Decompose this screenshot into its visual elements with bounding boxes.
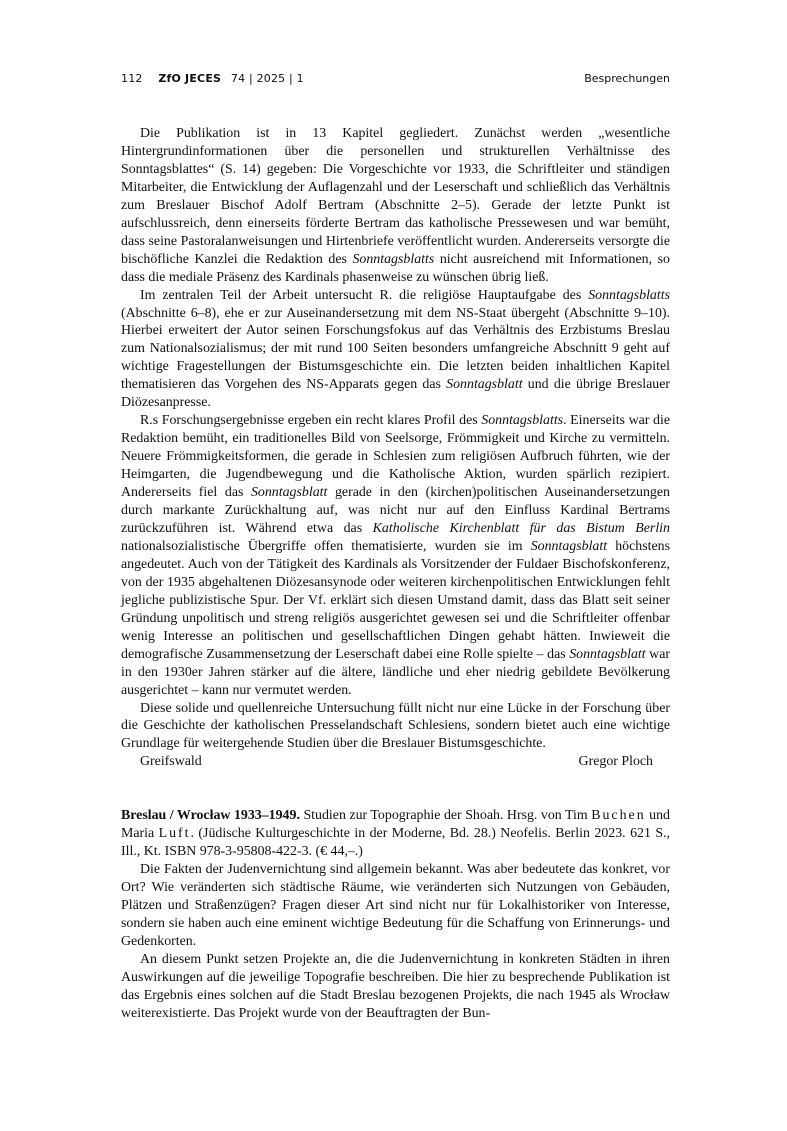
- italic-title: Sonntagsblatts: [481, 413, 564, 429]
- signoff-place: Greifswald: [140, 754, 202, 770]
- issue-number: 74 | 2025 | 1: [230, 72, 304, 85]
- text-run: höchstens angedeutet. Auch von der Tätigkeit des Kardinals als Vorsitzender der Fuldaer Bischofskonferenz, von der 1935 abgehaltenen Diözesansynode oder weiteren kirchenpolitischen Entwicklungen fehlt jegliche publizistische Spur. Der Vf. erklärt sich diesen Umstand damit, dass das Blatt seit seiner Gründung unpolitisch und streng religiös ausgerichtet gewesen sei und die Schriftleiter offenbar wenig Interesse an politischen und gesellschaftlichen Dingen gehabt hätten. Inwieweit die demografische Zusammensetzung der Leserschaft dabei eine Rolle spielte – das: [121, 538, 670, 662]
- italic-title: Sonntagsblatts: [588, 287, 670, 303]
- review1-paragraph-3: [121, 412, 670, 699]
- text-run: und Maria: [121, 808, 670, 842]
- text-run: . (Jüdische Kulturgeschichte in der Moderne, Bd. 28.) Neofelis. Berlin 2023. 621 S., Ill., Kt. ISBN 978-3-95808-422-3. (€ 44,–.): [121, 826, 670, 860]
- reviewer-name: Gregor Ploch: [578, 754, 653, 770]
- section-title: Besprechungen: [584, 72, 670, 85]
- text-run: gerade in den (kirchen)politischen Auseinandersetzungen durch markante Zurückhaltung auf, was nicht nur auf den Einfluss Kardinal Bertrams zurückzuführen ist. Während etwa das: [121, 485, 670, 536]
- main-text: [121, 125, 670, 1023]
- page-number: 112: [121, 72, 143, 85]
- text-run: war in den 1930er Jahren stärker auf die ältere, ländliche und eher niedrig gebildete Bevölkerung ausgerichtet – kann nur vermutet werden.: [121, 646, 670, 698]
- text-run: Die Publikation ist in 13 Kapitel gegliedert. Zunächst werden „wesentliche Hintergrundinformationen über die personellen und strukturellen Verhältnisse des Sonntagsblattes“ (S. 14) gegeben: Die Vorgeschichte vor 1933, die Schriftleiter und ständigen Mitarbeiter, die Entwicklung der Auflagenzahl und der Leserschaft und schließlich das Verhältnis zum Breslauer Bischof Adolf Bertram (Abschnitte 2–5). Gerade der letzte Punkt ist aufschlussreich, denn einerseits förderte Bertram das katholische Pressewesen und war bemüht, dass seine Pastoralanweisungen und Hirtenbriefe veröffentlicht wurden. Andererseits versorgte die bischöfliche Kanzlei die Redaktion des: [121, 126, 670, 267]
- italic-title: Sonntagsblatt: [530, 538, 608, 554]
- text-run: nicht ausreichend mit Informationen, so dass die mediale Präsenz des Kardinals phasenweise zu wünschen übrig ließ.: [121, 251, 670, 285]
- text-run: und die übrige Breslauer Diözesanpresse.: [121, 377, 670, 411]
- text-run: Im zentralen Teil der Arbeit untersucht R. die religiöse Hauptaufgabe des: [140, 287, 589, 303]
- header-left: [121, 72, 304, 85]
- italic-title: Sonntagsblatt: [569, 646, 646, 662]
- review2-paragraph-2: An diesem Punkt setzen Projekte an, die die Judenvernichtung in konkreten Städten in ihren Auswirkungen auf die jeweilige Topografie beschreiben. Die hier zu besprechende Publikation ist das Ergebnis eines solchen auf die Stadt Breslau bezogenen Projekts, die nach 1945 als Wrocław weiterexistierte. Das Projekt wurde von der Beauftragten der Bun-: [121, 951, 670, 1021]
- running-header: [121, 72, 670, 92]
- review1-paragraph-2: [121, 287, 670, 413]
- text-run: Studien zur Topographie der Shoah. Hrsg. von Tim: [299, 808, 592, 824]
- journal-name: ZfO JECES: [158, 72, 222, 85]
- italic-title: Sonntagsblatt: [250, 485, 328, 501]
- review1-signoff: [121, 753, 670, 771]
- editor-surname: Luft: [158, 826, 191, 842]
- review2-paragraph-1: Die Fakten der Judenvernichtung sind allgemein bekannt. Was aber bedeutete das konkret, vor Ort? Wie veränderten sich städtische Räume, wie veränderten sich Nutzungen von Gebäuden, Plätzen und Straßenzügen? Fragen dieser Art sind nicht nur für Lokalhistoriker von Interesse, sondern sie haben auch eine eminent wichtige Bedeutung für die Schaffung von Erinnerungs- und Gedenkorten.: [121, 862, 670, 950]
- review1-paragraph-1: [121, 125, 670, 287]
- review2-bibliographic-header: [121, 807, 670, 861]
- italic-title: Katholische Kirchenblatt für das Bistum Berlin: [372, 520, 670, 536]
- text-run: (Abschnitte 6–8), ehe er zur Auseinandersetzung mit dem NS-Staat übergeht (Abschnitte 9–10). Hierbei erweitert der Autor seinen Forschungsfokus auf das Verhältnis des Erzbistums Breslau zum Nationalsozialismus; der mit rund 100 Seiten besonders umfangreiche Abschnitt 9 geht auf wichtige Fragestellungen der Bistumsgeschichte ein. Die letzten beiden inhaltlichen Kapitel thematisieren das Vorgehen des NS-Apparats gegen das: [121, 305, 670, 393]
- text-run: R.s Forschungsergebnisse ergeben ein recht klares Profil des: [140, 413, 482, 429]
- italic-title: Sonntagsblatt: [446, 377, 523, 393]
- review1-paragraph-4: Diese solide und quellenreiche Untersuchung füllt nicht nur eine Lücke in der Forschung über die Geschichte der katholischen Presselandschaft Schlesiens, sondern bietet auch eine wichtige Grundlage für weitergehende Studien über die Breslauer Bistumsgeschichte.: [121, 700, 670, 752]
- italic-title: Sonntagsblatts: [352, 251, 435, 267]
- text-run: nationalsozialistische Übergriffe offen thematisierte, wurden sie im: [121, 538, 531, 554]
- editor-surname: Buchen: [591, 808, 646, 824]
- text-run: . Einerseits war die Redaktion bemüht, ein traditionelles Bild von Seelsorge, Frömmigkeit und Kirche zu vermitteln. Neuere Frömmigkeitsformen, die gerade in Schlesien zum religiösen Aufbruch führten, wie der Heimgarten, die Jugendbewegung und die Katholische Aktion, wurden spärlich rezipiert. Andererseits fiel das: [121, 413, 670, 501]
- review2-title: Breslau / Wrocław 1933–1949.: [121, 808, 300, 824]
